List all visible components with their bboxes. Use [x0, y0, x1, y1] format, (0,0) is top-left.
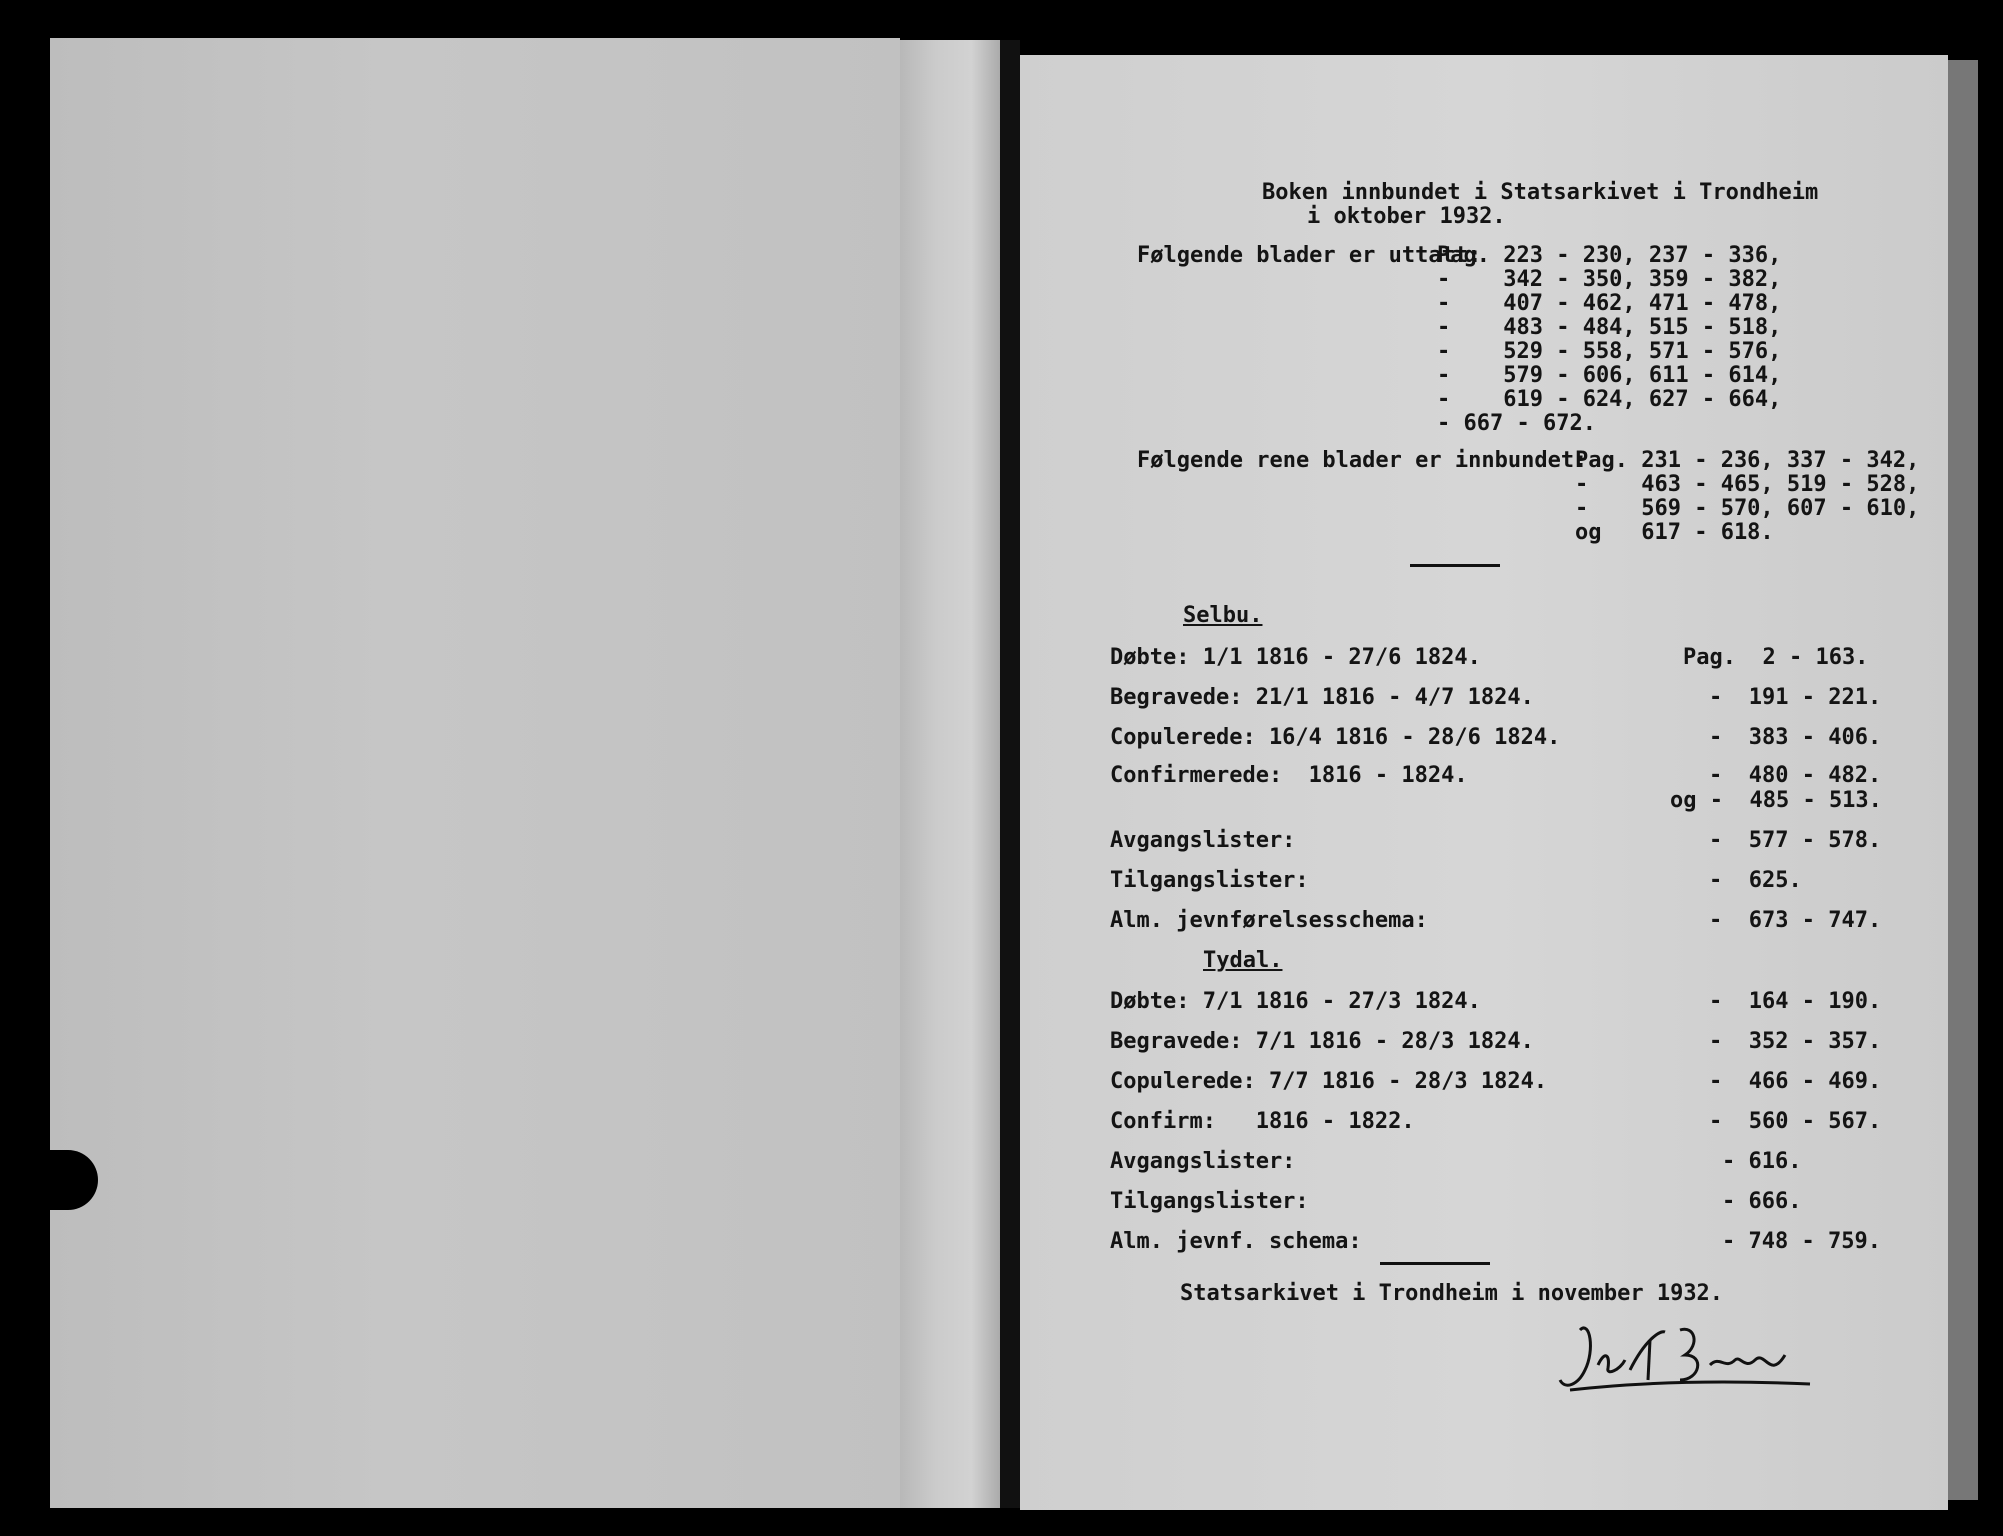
left-blank-page	[50, 38, 900, 1508]
tydal-row-label: Copulerede: 7/7 1816 - 28/3 1824.	[1110, 1069, 1548, 1094]
blank-line: - 463 - 465, 519 - 528,	[1575, 472, 1920, 497]
selbu-row-pages: - 577 - 578.	[1709, 828, 1882, 853]
selbu-row-pages: - 191 - 221.	[1709, 685, 1882, 710]
footer-text: Statsarkivet i Trondheim i november 1932.	[1180, 1281, 1724, 1306]
selbu-row-pages: - 625.	[1709, 868, 1802, 893]
header-line-1: Boken innbundet i Statsarkivet i Trondheim	[1262, 180, 1819, 205]
removed-line: - 342 - 350, 359 - 382,	[1437, 267, 1782, 292]
selbu-row-label: Alm. jevnførelsesschema:	[1110, 908, 1428, 933]
tydal-row-label: Alm. jevnf. schema:	[1110, 1229, 1362, 1254]
book-spine	[900, 40, 1002, 1508]
removed-line: - 667 - 672.	[1437, 411, 1596, 436]
selbu-row-pages: - 673 - 747.	[1709, 908, 1882, 933]
blank-line: Pag. 231 - 236, 337 - 342,	[1575, 448, 1920, 473]
removed-line: - 529 - 558, 571 - 576,	[1437, 339, 1782, 364]
tydal-row-pages: - 352 - 357.	[1709, 1029, 1882, 1054]
divider	[1380, 1262, 1490, 1265]
selbu-heading: Selbu.	[1183, 603, 1263, 628]
tydal-row-pages: - 466 - 469.	[1709, 1069, 1882, 1094]
selbu-row-label: Confirmerede: 1816 - 1824.	[1110, 763, 1468, 788]
tydal-row-pages: - 164 - 190.	[1709, 989, 1882, 1014]
tydal-row-label: Begravede: 7/1 1816 - 28/3 1824.	[1110, 1029, 1534, 1054]
page-edge	[1948, 60, 1978, 1500]
selbu-row-label: Avgangslister:	[1110, 828, 1296, 853]
handwritten-signature	[1550, 1310, 1830, 1400]
tydal-row-pages: - 666.	[1722, 1189, 1802, 1214]
tydal-row-label: Avgangslister:	[1110, 1149, 1296, 1174]
selbu-row-label: Døbte: 1/1 1816 - 27/6 1824.	[1110, 645, 1481, 670]
tydal-row-label: Confirm: 1816 - 1822.	[1110, 1109, 1415, 1134]
selbu-row-label: Copulerede: 16/4 1816 - 28/6 1824.	[1110, 725, 1561, 750]
removed-label: Følgende blader er uttatt:	[1137, 243, 1482, 268]
selbu-row-pages: Pag. 2 - 163.	[1683, 645, 1869, 670]
removed-line: Pag. 223 - 230, 237 - 336,	[1437, 243, 1782, 268]
tydal-heading: Tydal.	[1203, 948, 1283, 973]
removed-line: - 579 - 606, 611 - 614,	[1437, 363, 1782, 388]
blank-line: og 617 - 618.	[1575, 520, 1774, 545]
page-gutter	[1000, 40, 1020, 1508]
removed-line: - 619 - 624, 627 - 664,	[1437, 387, 1782, 412]
header-line-2: i oktober 1932.	[1307, 204, 1506, 229]
selbu-row-pages: - 480 - 482.	[1709, 763, 1882, 788]
tydal-row-pages: - 616.	[1722, 1149, 1802, 1174]
divider	[1410, 564, 1500, 567]
selbu-row-pages: - 383 - 406.	[1709, 725, 1882, 750]
tydal-row-pages: - 560 - 567.	[1709, 1109, 1882, 1134]
page-tab	[38, 1150, 98, 1210]
blank-label: Følgende rene blader er innbundet:	[1137, 448, 1588, 473]
tydal-row-label: Døbte: 7/1 1816 - 27/3 1824.	[1110, 989, 1481, 1014]
tydal-row-pages: - 748 - 759.	[1722, 1229, 1881, 1254]
removed-line: - 407 - 462, 471 - 478,	[1437, 291, 1782, 316]
blank-line: - 569 - 570, 607 - 610,	[1575, 496, 1920, 521]
tydal-row-label: Tilgangslister:	[1110, 1189, 1309, 1214]
selbu-row-label: Tilgangslister:	[1110, 868, 1309, 893]
selbu-row-pages: og - 485 - 513.	[1670, 788, 1882, 813]
selbu-row-label: Begravede: 21/1 1816 - 4/7 1824.	[1110, 685, 1534, 710]
removed-line: - 483 - 484, 515 - 518,	[1437, 315, 1782, 340]
